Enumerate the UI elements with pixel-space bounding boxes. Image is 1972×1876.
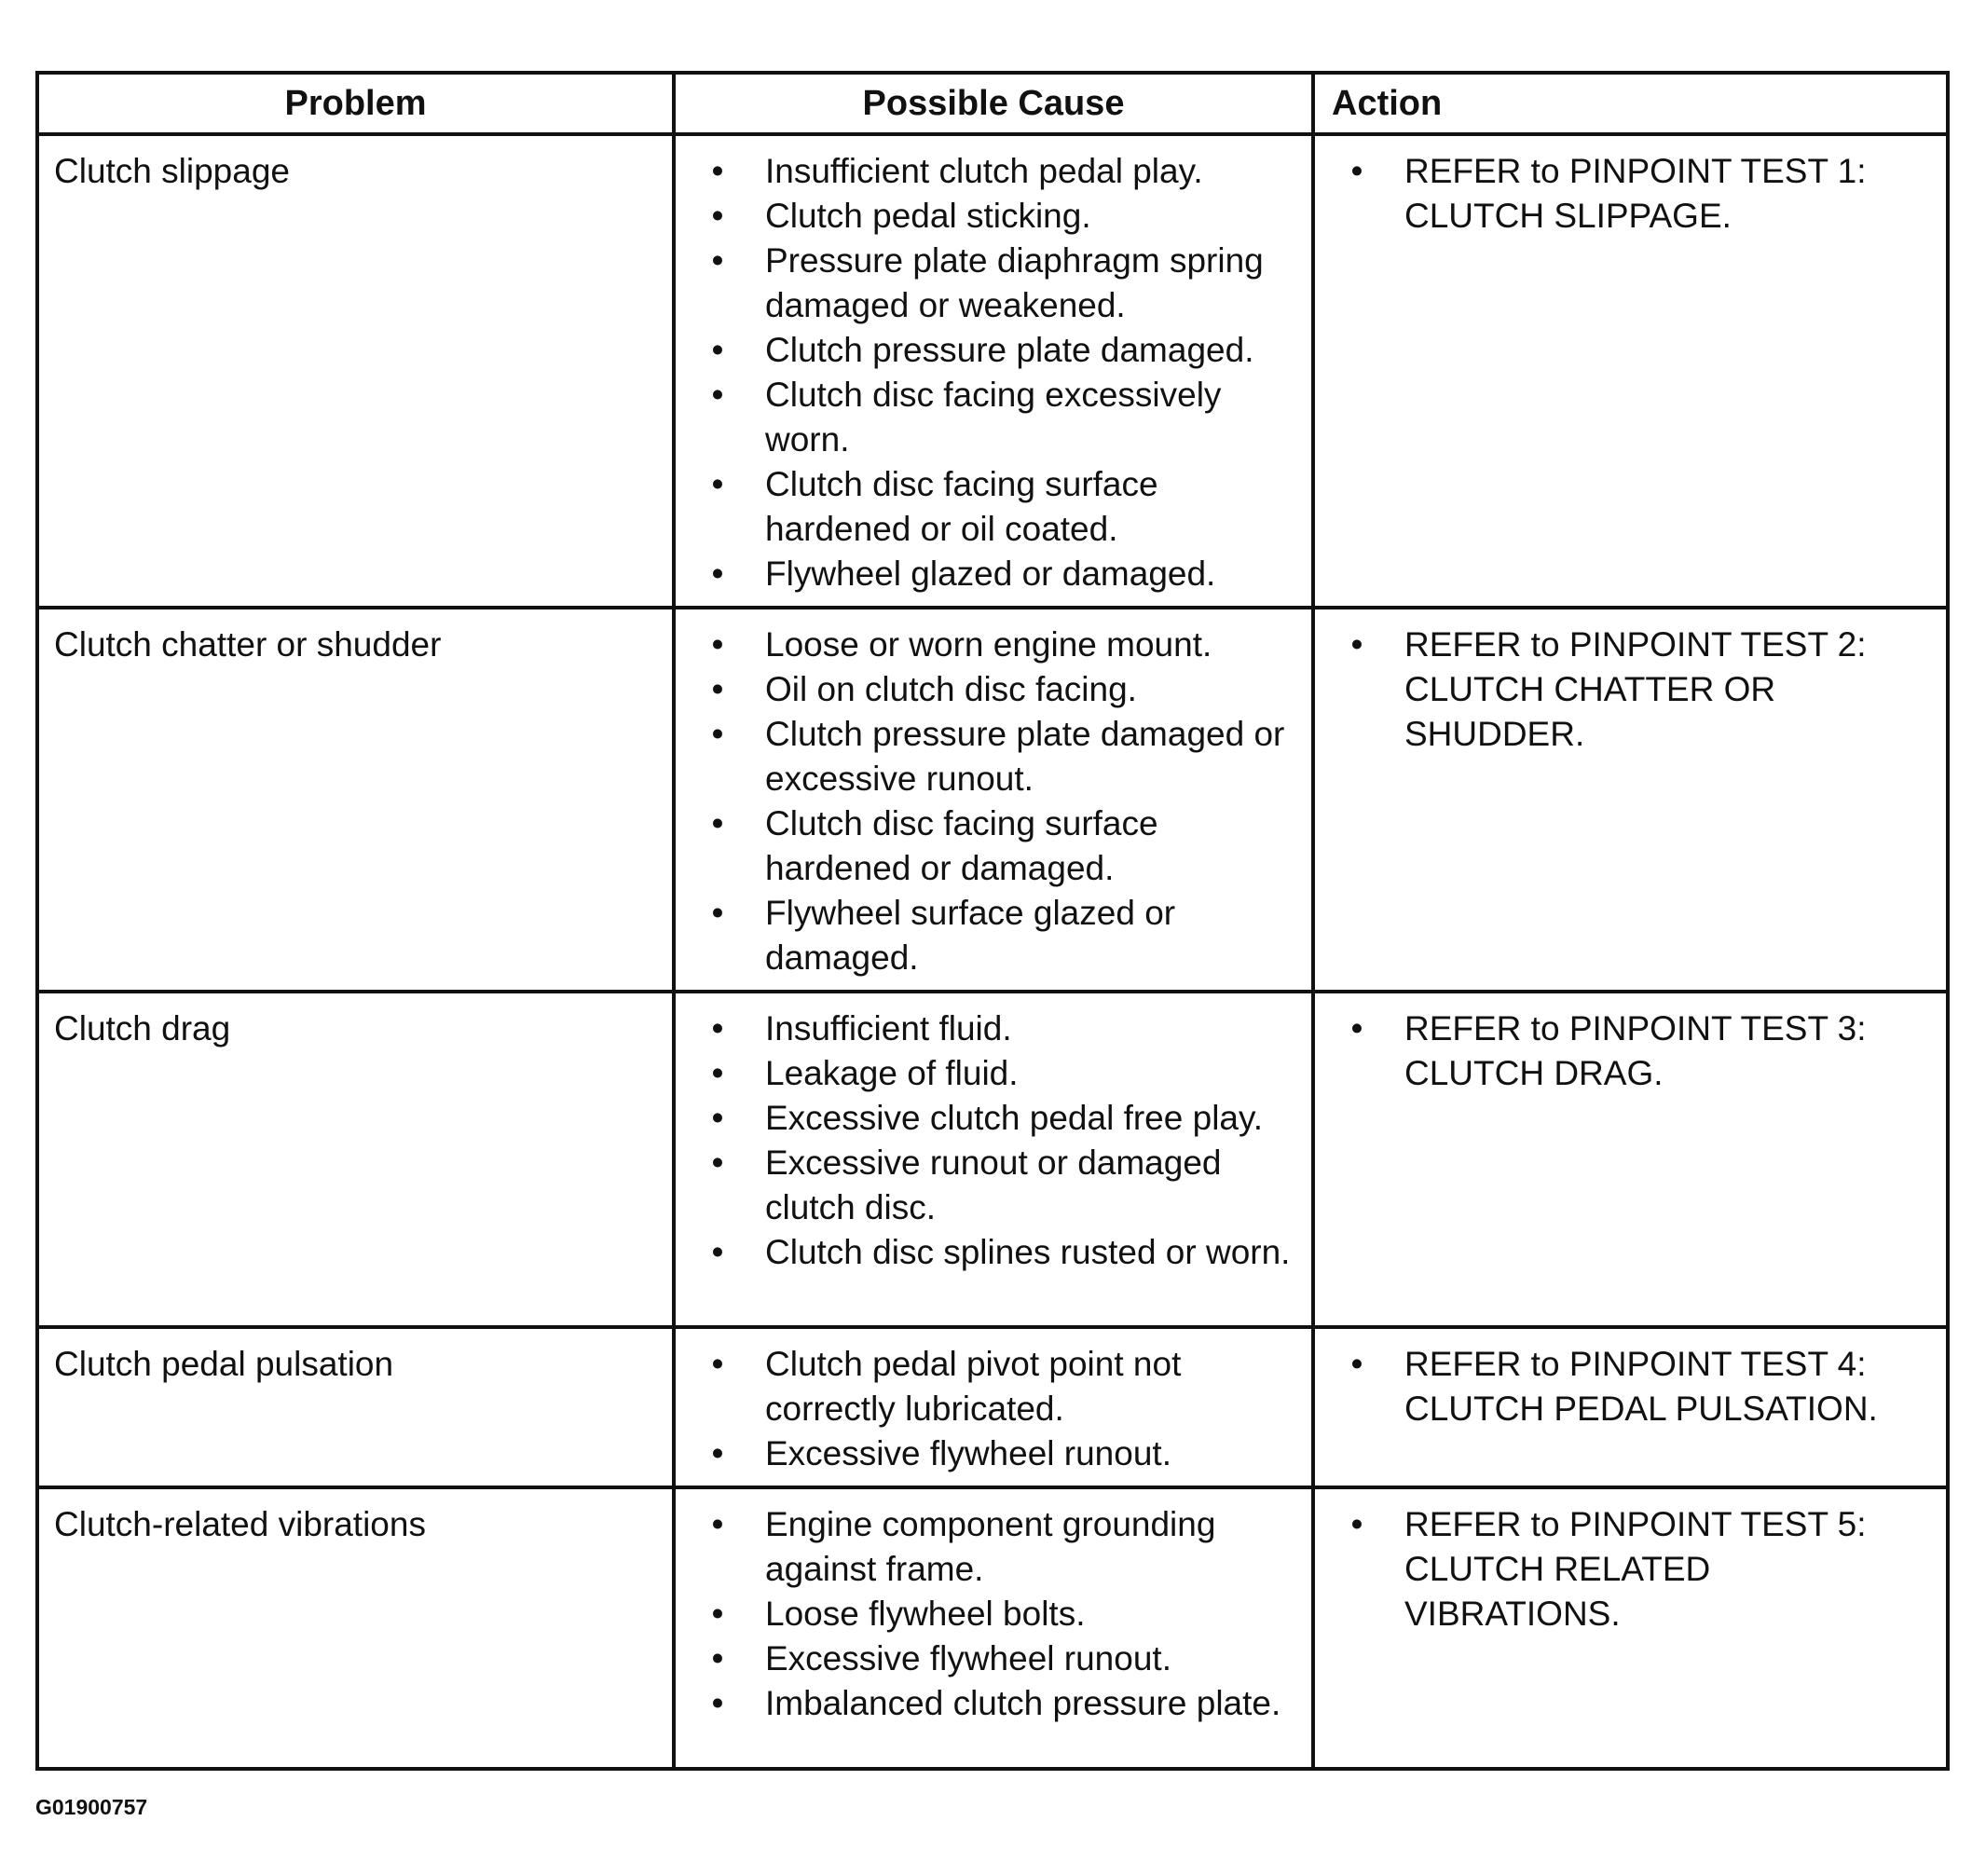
bullet-item <box>691 1592 1296 1636</box>
action-list <box>1330 623 1931 757</box>
bullet-icon: • <box>1350 1505 1363 1543</box>
table-row <box>37 608 1948 992</box>
action-cell <box>1313 1487 1948 1769</box>
bullet-text: REFER to PINPOINT TEST 4: CLUTCH PEDAL PULSATION. <box>1404 1345 1878 1428</box>
bullet-text: Insufficient clutch pedal play. <box>765 152 1203 190</box>
bullet-icon: • <box>1350 625 1363 664</box>
bullet-text: Clutch pressure plate damaged. <box>765 331 1254 369</box>
bullet-item <box>691 667 1296 712</box>
bullet-item <box>691 623 1296 667</box>
bullet-item <box>691 462 1296 552</box>
bullet-item <box>1330 1502 1931 1636</box>
bullet-text: Excessive flywheel runout. <box>765 1639 1171 1677</box>
bullet-item <box>1330 149 1931 239</box>
table-row <box>37 134 1948 608</box>
bullet-text: Clutch disc facing surface hardened or damaged. <box>765 804 1158 887</box>
action-list <box>1330 1342 1931 1431</box>
bullet-icon: • <box>711 1233 724 1271</box>
action-cell <box>1313 992 1948 1327</box>
bullet-text: Clutch disc facing excessively worn. <box>765 376 1222 459</box>
bullet-icon: • <box>711 625 724 664</box>
bullet-text: Insufficient fluid. <box>765 1009 1012 1048</box>
table-row <box>37 1487 1948 1769</box>
bullet-icon: • <box>1350 1345 1363 1383</box>
bullet-icon: • <box>711 1054 724 1092</box>
action-list <box>1330 1502 1931 1636</box>
bullet-text: Clutch disc facing surface hardened or oil coated. <box>765 465 1158 548</box>
header-possible-cause: Possible Cause <box>674 73 1313 134</box>
problem-cell <box>37 134 674 608</box>
bullet-icon: • <box>1350 152 1363 190</box>
bullet-icon: • <box>711 1009 724 1048</box>
bullet-text: Engine component grounding against frame. <box>765 1505 1216 1588</box>
action-list <box>1330 149 1931 239</box>
header-problem: Problem <box>37 73 674 134</box>
bullet-icon: • <box>711 1684 724 1722</box>
table-row <box>37 992 1948 1327</box>
causes-cell <box>674 608 1313 992</box>
bullet-item <box>691 149 1296 194</box>
diagnosis-table <box>35 71 1950 1771</box>
bullet-icon: • <box>711 1434 724 1472</box>
bullet-icon: • <box>1350 1009 1363 1048</box>
action-list <box>1330 1006 1931 1096</box>
cause-list <box>691 1502 1296 1726</box>
problem-cell <box>37 608 674 992</box>
bullet-item <box>1330 1006 1931 1096</box>
bullet-item <box>691 1681 1296 1726</box>
bullet-item <box>691 552 1296 596</box>
bullet-text: REFER to PINPOINT TEST 5: CLUTCH RELATED VIBRATIONS. <box>1404 1505 1867 1633</box>
problem-text: Clutch-related vibrations <box>54 1505 426 1543</box>
cause-list <box>691 149 1296 596</box>
bullet-text: REFER to PINPOINT TEST 3: CLUTCH DRAG. <box>1404 1009 1867 1092</box>
header-action: Action <box>1313 73 1948 134</box>
bullet-icon: • <box>711 152 724 190</box>
bullet-text: Clutch pressure plate damaged or excessive runout. <box>765 715 1285 798</box>
bullet-item <box>691 1096 1296 1141</box>
bullet-icon: • <box>711 465 724 503</box>
action-cell <box>1313 134 1948 608</box>
bullet-text: Flywheel glazed or damaged. <box>765 555 1216 593</box>
bullet-text: Flywheel surface glazed or damaged. <box>765 894 1176 977</box>
bullet-item <box>691 1051 1296 1096</box>
bullet-text: Excessive runout or damaged clutch disc. <box>765 1143 1222 1226</box>
causes-cell <box>674 134 1313 608</box>
bullet-icon: • <box>711 804 724 842</box>
bullet-item <box>691 1502 1296 1592</box>
bullet-item <box>691 1230 1296 1275</box>
problem-text: Clutch pedal pulsation <box>54 1345 394 1383</box>
bullet-text: Loose flywheel bolts. <box>765 1595 1086 1633</box>
bullet-item <box>691 712 1296 801</box>
bullet-item <box>691 1636 1296 1681</box>
bullet-icon: • <box>711 715 724 753</box>
bullet-text: Oil on clutch disc facing. <box>765 670 1137 708</box>
bullet-item <box>1330 1342 1931 1431</box>
bullet-item <box>691 239 1296 328</box>
bullet-text: Leakage of fluid. <box>765 1054 1019 1092</box>
causes-cell <box>674 992 1313 1327</box>
header-row <box>37 73 1948 134</box>
bullet-icon: • <box>711 1639 724 1677</box>
bullet-item <box>691 194 1296 239</box>
bullet-icon: • <box>711 1099 724 1137</box>
problem-text: Clutch chatter or shudder <box>54 625 442 664</box>
bullet-item <box>691 1006 1296 1051</box>
problem-cell <box>37 1487 674 1769</box>
bullet-text: Pressure plate diaphragm spring damaged or weakened. <box>765 241 1264 324</box>
causes-cell <box>674 1327 1313 1487</box>
cause-list <box>691 1006 1296 1275</box>
bullet-text: Loose or worn engine mount. <box>765 625 1212 664</box>
bullet-icon: • <box>711 331 724 369</box>
bullet-text: Clutch pedal sticking. <box>765 197 1091 235</box>
bullet-text: Excessive clutch pedal free play. <box>765 1099 1264 1137</box>
bullet-text: Clutch pedal pivot point not correctly lubricated. <box>765 1345 1182 1428</box>
problem-cell <box>37 1327 674 1487</box>
bullet-icon: • <box>711 1505 724 1543</box>
bullet-text: REFER to PINPOINT TEST 2: CLUTCH CHATTER OR SHUDDER. <box>1404 625 1867 753</box>
bullet-text: REFER to PINPOINT TEST 1: CLUTCH SLIPPAGE. <box>1404 152 1867 235</box>
bullet-icon: • <box>711 1595 724 1633</box>
bullet-icon: • <box>711 670 724 708</box>
bullet-icon: • <box>711 197 724 235</box>
action-cell <box>1313 608 1948 992</box>
bullet-icon: • <box>711 241 724 280</box>
problem-text: Clutch drag <box>54 1009 231 1048</box>
bullet-item <box>691 328 1296 373</box>
bullet-item <box>691 891 1296 980</box>
problem-cell <box>37 992 674 1327</box>
cause-list <box>691 623 1296 980</box>
table-row <box>37 1327 1948 1487</box>
figure-id-label: G01900757 <box>35 1795 148 1819</box>
bullet-icon: • <box>711 894 724 932</box>
bullet-item <box>691 1141 1296 1230</box>
causes-cell <box>674 1487 1313 1769</box>
bullet-icon: • <box>711 1345 724 1383</box>
bullet-item <box>691 1431 1296 1476</box>
bullet-icon: • <box>711 555 724 593</box>
action-cell <box>1313 1327 1948 1487</box>
bullet-text: Clutch disc splines rusted or worn. <box>765 1233 1291 1271</box>
bullet-icon: • <box>711 376 724 414</box>
bullet-item <box>691 801 1296 891</box>
bullet-item <box>691 1342 1296 1431</box>
problem-text: Clutch slippage <box>54 152 290 190</box>
bullet-icon: • <box>711 1143 724 1182</box>
bullet-text: Imbalanced clutch pressure plate. <box>765 1684 1281 1722</box>
bullet-item <box>1330 623 1931 757</box>
bullet-item <box>691 373 1296 462</box>
bullet-text: Excessive flywheel runout. <box>765 1434 1171 1472</box>
cause-list <box>691 1342 1296 1476</box>
